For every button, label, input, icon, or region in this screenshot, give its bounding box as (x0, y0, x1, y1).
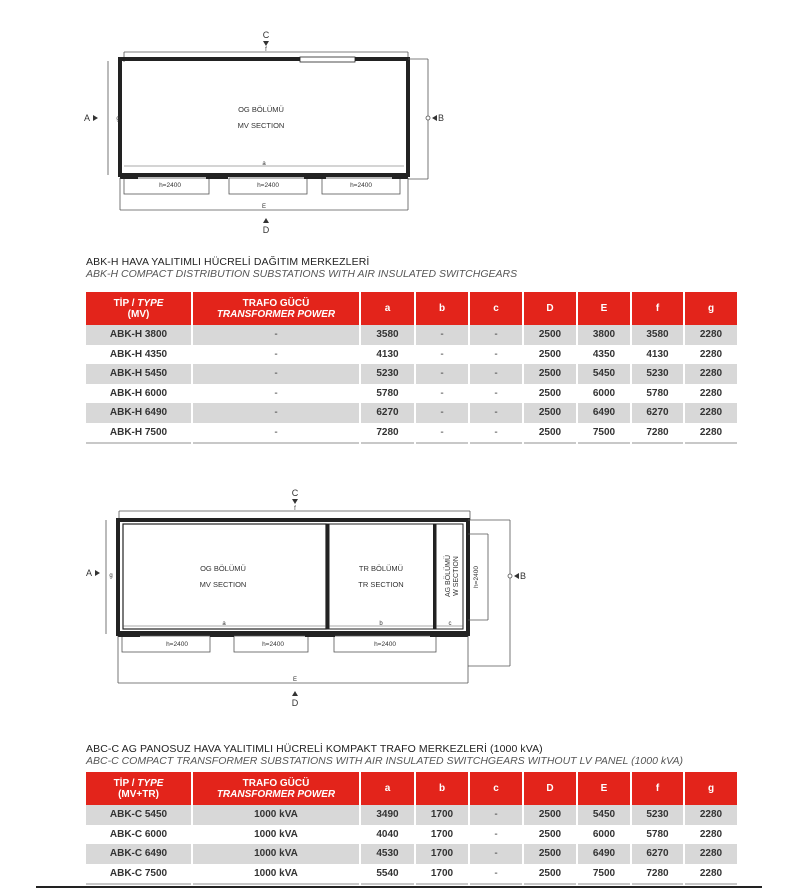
dim-e: E (261, 204, 267, 210)
section-label-tr: OG BÖLÜMÜ (238, 105, 284, 114)
arrow-down-icon (263, 41, 269, 46)
col-power: TRAFO GÜCÜ TRANSFORMER POWER (192, 292, 360, 325)
marker-b: B (520, 571, 527, 581)
dim-f: f (294, 506, 296, 512)
lv-door-label: h=2400 (473, 566, 480, 588)
tr-label-en: TR SECTION (358, 580, 404, 589)
col-type: TİP / TYPE (MV+TR) (86, 772, 192, 805)
door-label: h=2400 (374, 641, 396, 648)
col-e: E (577, 772, 631, 805)
table-row: ABK-H 5450 - 5230 - - 2500 5450 5230 2280 (86, 364, 737, 384)
dim-g: g (109, 573, 113, 579)
table-row: ABK-H 3800 - 3580 - - 2500 3800 3580 2280 (86, 325, 737, 345)
col-d: D (523, 772, 577, 805)
table-row: ABK-H 6000 - 5780 - - 2500 6000 5780 2280 (86, 384, 737, 404)
dim-a: a (262, 161, 266, 167)
col-c: c (469, 292, 523, 325)
door-label: h=2400 (159, 182, 181, 189)
table2 (86, 772, 737, 885)
marker-c: C (291, 488, 299, 498)
arrow-down-icon (292, 499, 298, 504)
table-row: ABK-H 7500 - 7280 - - 2500 7500 7280 2280 (86, 423, 737, 444)
door-label: h=2400 (166, 641, 188, 648)
mv-label-en: MV SECTION (199, 580, 247, 589)
col-d: D (523, 292, 577, 325)
table-row: ABK-C 6490 1000 kVA 4530 1700 - 2500 6490 6270 2280 (86, 844, 737, 864)
marker-d: D (262, 225, 270, 235)
table1 (86, 292, 737, 444)
col-f: f (631, 772, 684, 805)
table-row: ABK-C 7500 1000 kVA 5540 1700 - 2500 7500 7280 2280 (86, 864, 737, 885)
col-b: b (415, 292, 469, 325)
col-g: g (684, 772, 737, 805)
marker-d: D (291, 698, 299, 708)
table-row: ABK-C 6000 1000 kVA 4040 1700 - 2500 6000 5780 2280 (86, 825, 737, 845)
table1-heading (86, 256, 517, 280)
table2-heading (86, 743, 683, 767)
col-f: f (631, 292, 684, 325)
marker-c: C (262, 30, 270, 40)
col-type: TİP / TYPE (MV) (86, 292, 192, 325)
col-power: TRAFO GÜCÜ TRANSFORMER POWER (192, 772, 360, 805)
marker-a: A (86, 568, 93, 578)
col-b: b (415, 772, 469, 805)
col-a: a (360, 292, 415, 325)
dim-b: b (379, 621, 383, 627)
col-c: c (469, 772, 523, 805)
table2-header-row (86, 772, 737, 805)
arrow-right-icon (95, 570, 100, 576)
arrow-up-icon (263, 218, 269, 223)
tr-room (329, 524, 434, 629)
mv-label-tr: OG BÖLÜMÜ (200, 564, 246, 573)
table-row: ABK-H 6490 - 6270 - - 2500 6490 6270 2280 (86, 403, 737, 423)
floor-plan-abk-c (0, 480, 798, 720)
arrow-right-icon (93, 115, 98, 121)
door-label: h=2400 (350, 182, 372, 189)
arrow-up-icon (292, 691, 298, 696)
floor-plan-abk-h (0, 0, 798, 240)
table2-title: ABC-C AG PANOSUZ HAVA YALITIMLI HÜCRELİ KOMPAKT TRAFO MERKEZLERİ (1000 kVA) (86, 743, 543, 755)
marker-b: B (438, 113, 445, 123)
lv-label-en: W SECTION (453, 556, 460, 596)
table1-header-row (86, 292, 737, 325)
dim-c: c (448, 621, 452, 627)
table-row: ABK-H 4350 - 4130 - - 2500 4350 4130 2280 (86, 345, 737, 365)
col-g: g (684, 292, 737, 325)
dim-g: g (116, 116, 120, 122)
arrow-left-icon (514, 573, 519, 579)
arrow-left-icon (432, 115, 437, 121)
dim-a: a (222, 621, 226, 627)
dim-f: f (265, 47, 267, 53)
table1-subtitle: ABK-H COMPACT DISTRIBUTION SUBSTATIONS WITH AIR INSULATED SWITCHGEARS (86, 268, 518, 280)
tr-label-tr: TR BÖLÜMÜ (358, 564, 404, 573)
col-a: a (360, 772, 415, 805)
marker-a: A (84, 113, 91, 123)
door-label: h=2400 (262, 641, 284, 648)
lv-label-tr: AG BÖLÜMÜ (445, 554, 452, 598)
table2-subtitle: ABC-C COMPACT TRANSFORMER SUBSTATIONS WITH AIR INSULATED SWITCHGEARS WITHOUT LV PANEL (1000 kVA) (86, 755, 684, 767)
page-bottom-rule (36, 886, 762, 888)
table-row: ABK-C 5450 1000 kVA 3490 1700 - 2500 5450 5230 2280 (86, 805, 737, 825)
door-label: h=2400 (257, 182, 279, 189)
mv-room (120, 59, 408, 175)
col-e: E (577, 292, 631, 325)
dim-e: E (292, 677, 298, 683)
table1-title: ABK-H HAVA YALITIMLI HÜCRELİ DAĞITIM MERKEZLERİ (86, 256, 370, 268)
mv-room (123, 524, 326, 629)
section-label-en: MV SECTION (237, 121, 285, 130)
